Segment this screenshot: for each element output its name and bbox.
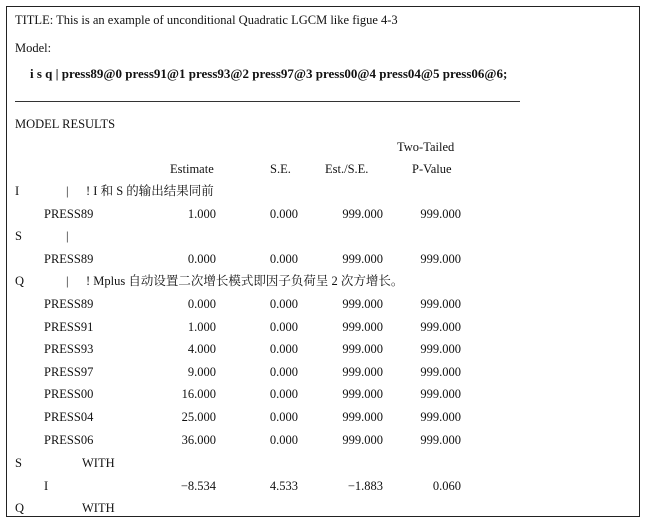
header-est-se: Est./S.E. <box>325 162 369 176</box>
row-label: PRESS04 <box>44 410 94 424</box>
title-line: TITLE: This is an example of unconditional Quadratic LGCM like figue 4-3 <box>15 13 398 27</box>
row-label: PRESS00 <box>44 387 94 402</box>
model-spec: i s q | press89@0 press91@1 press93@2 press97@3 press00@4 press04@5 press06@6; <box>30 66 508 81</box>
row-label: PRESS89 <box>44 207 94 221</box>
cell-p-value: 0.060 <box>432 479 461 493</box>
var-q-with: Q <box>15 501 25 515</box>
row-label: PRESS93 <box>44 342 94 357</box>
row-label: PRESS06 <box>44 432 94 447</box>
cell-se: 0.000 <box>269 432 298 447</box>
row-label: PRESS89 <box>44 297 94 311</box>
cell-p-value: 999.000 <box>420 364 461 379</box>
result-row <box>0 341 650 357</box>
cell-se: 0.000 <box>269 342 298 357</box>
cell-estimate: −8.534 <box>180 479 216 493</box>
cell-se: 4.533 <box>269 479 298 493</box>
model-label: Model: <box>15 41 52 55</box>
result-row <box>0 478 650 494</box>
result-row <box>0 409 650 425</box>
results-heading: MODEL RESULTS <box>15 117 116 131</box>
cell-se: 0.000 <box>269 364 298 379</box>
cell-p-value: 999.000 <box>420 319 461 334</box>
result-row <box>0 386 650 402</box>
row-label: PRESS97 <box>44 364 94 379</box>
cell-estimate: 0.000 <box>187 252 216 266</box>
header-se: S.E. <box>270 162 291 176</box>
cell-se: 0.000 <box>269 410 298 424</box>
cell-p-value: 999.000 <box>420 207 461 221</box>
header-estimate: Estimate <box>170 162 214 176</box>
cell-estimate: 16.000 <box>181 387 216 402</box>
cell-est-se: 999.000 <box>342 364 383 379</box>
with-q: WITH <box>82 501 115 515</box>
cell-est-se: 999.000 <box>342 252 383 266</box>
cell-est-se: 999.000 <box>342 342 383 357</box>
cell-est-se: 999.000 <box>342 297 383 311</box>
var-s-with: S <box>15 456 22 470</box>
result-row <box>0 251 650 267</box>
note-q: ! Mplus 自动设置二次增长模式即因子负荷呈 2 次方增长。 <box>86 274 404 288</box>
result-row <box>0 432 650 448</box>
cell-p-value: 999.000 <box>420 432 461 447</box>
cell-p-value: 999.000 <box>420 410 461 424</box>
divider <box>15 101 520 102</box>
result-row <box>0 206 650 222</box>
sep-s: | <box>66 229 69 243</box>
cell-p-value: 999.000 <box>420 387 461 402</box>
cell-estimate: 9.000 <box>187 364 216 379</box>
cell-est-se: 999.000 <box>342 432 383 447</box>
row-label: PRESS91 <box>44 319 94 334</box>
cell-est-se: 999.000 <box>342 410 383 424</box>
cell-p-value: 999.000 <box>420 297 461 311</box>
result-row <box>0 319 650 335</box>
cell-estimate: 36.000 <box>181 432 216 447</box>
cell-se: 0.000 <box>269 297 298 311</box>
cell-est-se: 999.000 <box>342 319 383 334</box>
header-two-tailed: Two-Tailed <box>397 140 455 154</box>
cell-estimate: 25.000 <box>181 410 216 424</box>
cell-se: 0.000 <box>269 319 298 334</box>
var-s: S <box>15 229 22 243</box>
sep-q: | <box>66 274 69 288</box>
cell-estimate: 1.000 <box>187 207 216 221</box>
note-i: ! I 和 S 的输出结果同前 <box>86 184 214 198</box>
sep-i: | <box>66 184 69 198</box>
cell-p-value: 999.000 <box>420 342 461 357</box>
var-i: I <box>15 184 20 198</box>
cell-se: 0.000 <box>269 252 298 266</box>
result-row <box>0 364 650 380</box>
row-label: I <box>44 479 49 493</box>
cell-estimate: 0.000 <box>187 297 216 311</box>
cell-se: 0.000 <box>269 207 298 221</box>
var-q: Q <box>15 274 25 288</box>
header-p-value: P-Value <box>412 162 452 176</box>
row-label: PRESS89 <box>44 252 94 266</box>
cell-p-value: 999.000 <box>420 252 461 266</box>
cell-est-se: 999.000 <box>342 207 383 221</box>
cell-estimate: 1.000 <box>187 319 216 334</box>
cell-est-se: 999.000 <box>342 387 383 402</box>
cell-est-se: −1.883 <box>347 479 383 493</box>
with-s: WITH <box>82 456 115 470</box>
cell-estimate: 4.000 <box>187 342 216 357</box>
result-row <box>0 296 650 312</box>
cell-se: 0.000 <box>269 387 298 402</box>
